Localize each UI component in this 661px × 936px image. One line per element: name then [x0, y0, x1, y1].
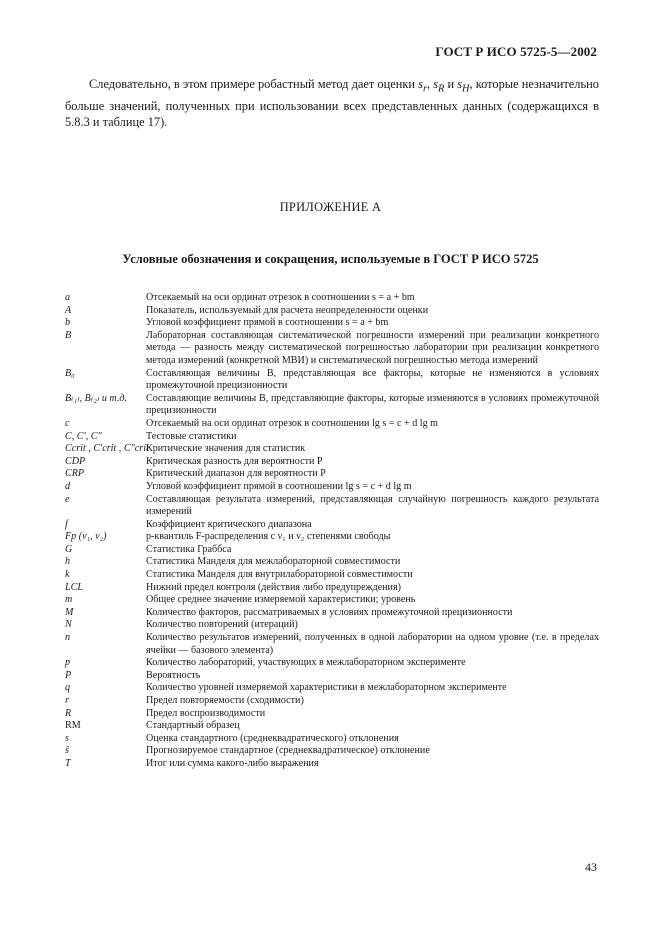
glossary-symbol: k: [65, 569, 70, 581]
glossary-row: [65, 431, 599, 444]
glossary-symbol: C, C′, C″: [65, 430, 102, 442]
glossary-definition: Угловой коэффициент прямой в соотношении s = a + bm: [146, 317, 389, 329]
intro-text-before: Следовательно, в этом примере робастный метод дает оценки: [89, 77, 416, 91]
glossary-symbol: b: [65, 317, 71, 329]
glossary-definition: Итог или сумма какого-либо выражения: [146, 757, 319, 769]
glossary-row: [65, 456, 599, 469]
glossary-definition: Предел повторяемости (сходимости): [146, 695, 304, 706]
glossary-row: [65, 481, 599, 494]
glossary-symbol: A: [65, 304, 72, 316]
glossary-definition: Угловой коэффициент прямой в соотношении lg s = c + d lg m: [146, 480, 412, 492]
glossary-symbol: a: [65, 292, 71, 303]
glossary-definition: Количество лабораторий, участвующих в межлабораторном эксперименте: [146, 657, 466, 669]
glossary-row: [65, 569, 599, 582]
glossary-definition: Предел воспроизводимости: [146, 707, 266, 719]
glossary-symbol: e: [65, 493, 70, 505]
glossary-symbol: p: [65, 657, 71, 669]
glossary-definition: Составляющая величины B, представляющая все факторы, которые не изменяются в условиях промежуточной прецизионности: [146, 367, 599, 392]
glossary-row: [65, 317, 599, 330]
glossary-symbol: RM: [65, 720, 81, 732]
glossary-row: [65, 443, 599, 456]
glossary-row: [65, 556, 599, 569]
glossary-symbol: B: [65, 329, 72, 341]
glossary-row: [65, 708, 599, 721]
glossary-row: [65, 368, 599, 393]
appendix-title: ПРИЛОЖЕНИЕ А: [279, 200, 382, 214]
glossary-symbol: q: [65, 682, 71, 694]
glossary-row: [65, 632, 599, 657]
glossary-definition: Статистика Граббса: [146, 543, 232, 555]
glossary-symbol: c: [65, 417, 70, 429]
document-header: ГОСТ Р ИСО 5725-5—2002: [435, 44, 597, 59]
glossary-definition: Показатель, используемый для расчета неопределенности оценки: [146, 304, 429, 316]
glossary-definition: Прогнозируемое стандартное (среднеквадратическое) отклонение: [146, 745, 430, 757]
glossary-definition: Лабораторная составляющая систематической погрешности измерений при реализации конкретного метода — разность между систематической погрешностью лаборатории при реализации конкретного метода измерений (конкретной МВИ) и систематической погрешностью метода измерений: [146, 329, 599, 366]
glossary-symbol: f: [65, 518, 68, 530]
glossary-row: [65, 657, 599, 670]
section-title: Условные обозначения и сокращения, используемые в ГОСТ Р ИСО 5725: [122, 252, 539, 266]
glossary-definition: Критический диапазон для вероятности P: [146, 468, 326, 480]
glossary-row: [65, 619, 599, 632]
glossary-symbol: M: [65, 606, 74, 618]
glossary-row: [65, 695, 599, 708]
glossary-row: [65, 544, 599, 557]
glossary-row: [65, 305, 599, 318]
symbol-s-R: $s_R$: [433, 77, 445, 95]
glossary-row: [65, 758, 599, 771]
glossary-symbol: CDP: [65, 455, 86, 467]
glossary-symbol: P: [65, 669, 72, 681]
glossary-symbol: r: [65, 695, 69, 706]
glossary-symbol: d: [65, 480, 71, 492]
glossary-definition: Стандартный образец: [146, 720, 240, 732]
glossary-symbol: m: [65, 594, 73, 606]
glossary-row: [65, 594, 599, 607]
glossary-symbol: N: [65, 619, 72, 631]
glossary-definition: Отсекаемый на оси ординат отрезок в соотношении s = a + bm: [146, 292, 415, 303]
glossary-row: [65, 745, 599, 758]
glossary-definition: Критические значения для статистик: [146, 443, 306, 455]
glossary-symbol: R: [65, 707, 72, 719]
glossary-list: [65, 292, 599, 771]
glossary-definition: Статистика Манделя для внутрилабораторной совместимости: [146, 569, 413, 581]
glossary-row: [65, 292, 599, 305]
glossary-row: [65, 494, 599, 519]
glossary-definition: Количество уровней измеряемой характеристики в межлабораторном эксперименте: [146, 682, 507, 694]
glossary-row: [65, 607, 599, 620]
glossary-row: [65, 670, 599, 683]
page-number: 43: [585, 860, 597, 874]
glossary-definition: p-квантиль F-распределения с ν₁ и ν₂ степенями свободы: [146, 531, 391, 543]
glossary-symbol: s: [65, 732, 69, 744]
glossary-symbol: T: [65, 757, 71, 769]
glossary-row: [65, 330, 599, 368]
glossary-definition: Общее среднее значение измеряемой характеристики; уровень: [146, 594, 416, 606]
glossary-definition: Количество результатов измерений, полученных в одной лаборатории на одном уровне (т.е. в пределах ячейки — базового элемента): [146, 632, 599, 656]
glossary-symbol: ŝ: [65, 745, 69, 757]
glossary-symbol: h: [65, 556, 71, 568]
glossary-row: [65, 468, 599, 481]
glossary-row: [65, 733, 599, 746]
glossary-definition: Отсекаемый на оси ординат отрезок в соотношении lg s = c + d lg m: [146, 417, 439, 429]
glossary-definition: Составляющие величины B, представляющие факторы, которые изменяются в условиях промежуточной прецизионности: [146, 392, 599, 417]
glossary-row: [65, 682, 599, 695]
glossary-definition: Коэффициент критического диапазона: [146, 518, 312, 530]
glossary-row: [65, 418, 599, 431]
glossary-definition: Оценка стандартного (среднеквадратического) отклонения: [146, 732, 399, 744]
glossary-row: [65, 531, 599, 544]
glossary-symbol: LCL: [65, 581, 83, 593]
glossary-definition: Нижний предел контроля (действия либо предупреждения): [146, 581, 401, 593]
glossary-definition: Количество повторений (итераций): [146, 619, 298, 631]
glossary-symbol: n: [65, 632, 71, 644]
glossary-definition: Количество факторов, рассматриваемых в условиях промежуточной прецизионности: [146, 606, 513, 618]
glossary-definition: Тестовые статистики: [146, 430, 237, 442]
glossary-symbol: Fp (ν₁, ν₂): [65, 531, 107, 543]
glossary-row: [65, 720, 599, 733]
intro-paragraph: Следовательно, в этом примере робастный метод дает оценки $s_r$, $s_R$ и $s_H$, которые незначительно больше значений, полученных при использовании всех представленных данных (содержащихся в 5.8.3 и таблице 17).: [65, 77, 599, 130]
glossary-row: [65, 582, 599, 595]
glossary-symbol: B₍₁₎, B₍₂₎ и т.д.: [65, 392, 127, 404]
intro-text-after: , которые незначительно больше значений, полученных при использовании всех представленных данных (содержащихся в 5.8.3 и таблице 17).: [65, 77, 599, 130]
glossary-symbol: B₀: [65, 367, 75, 379]
glossary-symbol: CRP: [65, 468, 85, 480]
glossary-symbol: Ccrit , C′crit , C″crit: [65, 443, 149, 455]
glossary-definition: Статистика Манделя для межлабораторной совместимости: [146, 556, 401, 568]
glossary-row: [65, 519, 599, 532]
glossary-definition: Составляющая результата измерений, представляющая случайную погрешность каждого результата измерений: [146, 493, 599, 518]
glossary-row: [65, 393, 599, 418]
glossary-definition: Вероятность: [146, 669, 201, 681]
symbol-s-H: $s_H$: [457, 77, 470, 95]
glossary-definition: Критическая разность для вероятности P: [146, 455, 323, 467]
symbol-s-r: $s_r$: [418, 77, 427, 95]
glossary-symbol: G: [65, 543, 73, 555]
